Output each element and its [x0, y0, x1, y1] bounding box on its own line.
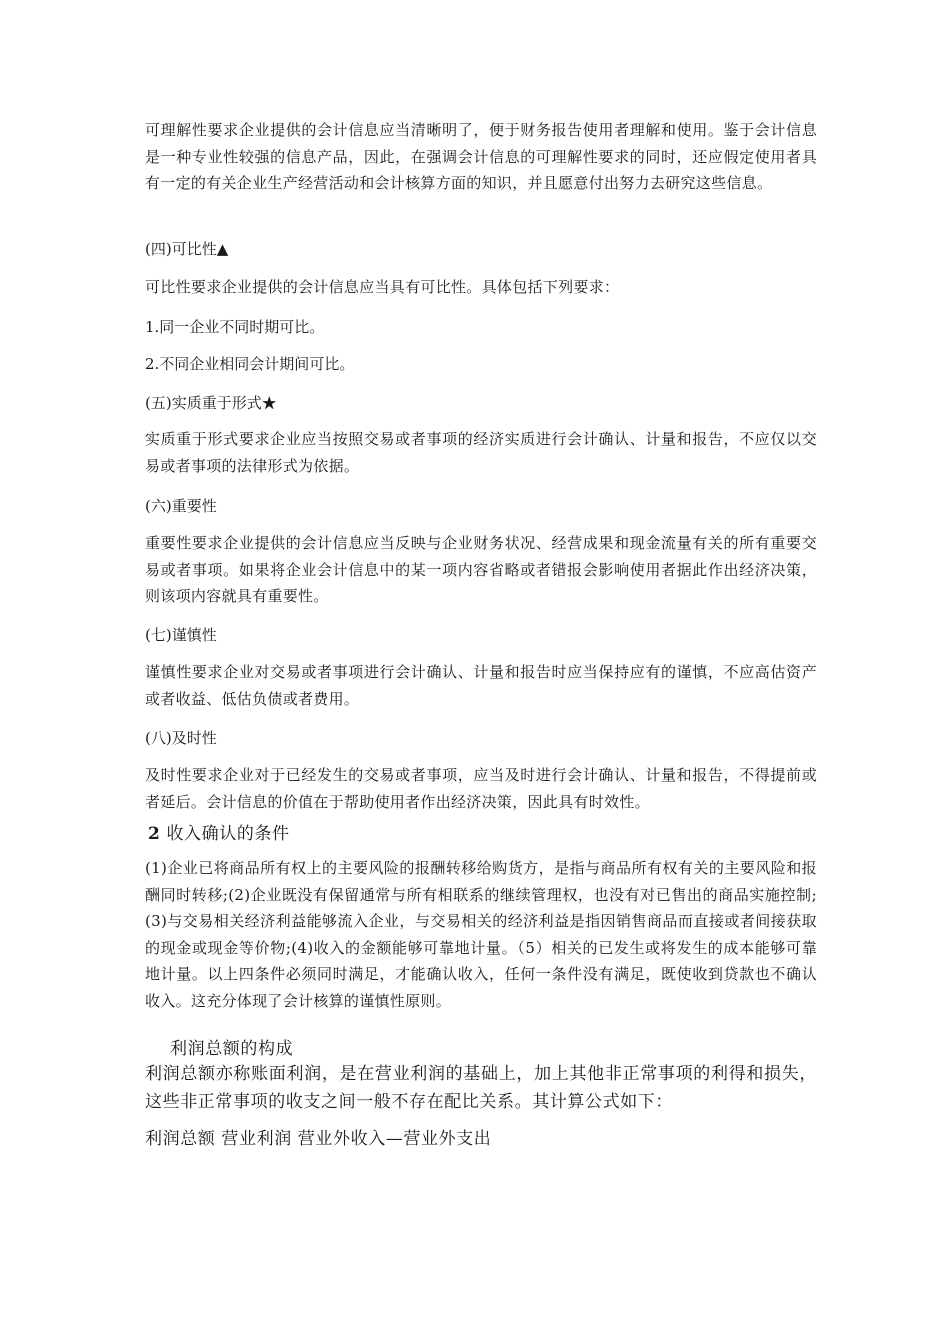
prudence-heading: (七)谨慎性: [145, 626, 217, 644]
revenue-paragraph: (1)企业已将商品所有权上的主要风险的报酬转移给购货方，是指与商品所有权有关的主要风险和报酬同时转移;(2)企业既没有保留通常与所有相联系的继续管理权，也没有对已售出的商品实施控制;(3)与交易相关经济利益能够流入企业，与交易相关的经济利益是指因销售商品而直接或者间接获取的现金或现金等价物;(4)收入的金额能够可靠地计量。（5）相关的已发生或将发生的成本能够可靠地计量。以上四条件必须同时满足，才能确认收入，任何一条件没有满足，既使收到贷款也不确认收入。这充分体现了会计核算的谨慎性原则。: [145, 859, 817, 1010]
materiality-paragraph: 重要性要求企业提供的会计信息应当反映与企业财务状况、经营成果和现金流量有关的所有重要交易或者事项。如果将企业会计信息中的某一项内容省略或者错报会影响使用者据此作出经济决策，则该项内容就具有重要性。: [145, 534, 817, 605]
timeliness-heading: (八)及时性: [145, 729, 217, 747]
substance-paragraph: 实质重于形式要求企业应当按照交易或者事项的经济实质进行会计确认、计量和报告，不应仅以交易或者事项的法律形式为依据。: [145, 430, 817, 475]
revenue-heading-number: 2: [148, 824, 161, 844]
comparability-item-1: 1.同一企业不同时期可比。: [145, 318, 325, 336]
revenue-heading: [148, 822, 820, 846]
profit-paragraph: 利润总额亦称账面利润，是在营业利润的基础上，加上其他非正常事项的利得和损失，这些非正常事项的收支之间一般不存在配比关系。其计算公式如下：: [145, 1064, 817, 1112]
profit-formula: 利润总额 营业利润 营业外收入—营业外支出: [145, 1129, 492, 1149]
comparability-item-2: 2.不同企业相同会计期间可比。: [145, 355, 355, 373]
comparability-heading: (四)可比性▲: [145, 240, 229, 258]
comparability-paragraph: 可比性要求企业提供的会计信息应当具有可比性。具体包括下列要求：: [145, 278, 620, 296]
prudence-paragraph: 谨慎性要求企业对交易或者事项进行会计确认、计量和报告时应当保持应有的谨慎，不应高估资产或者收益、低估负债或者费用。: [145, 663, 817, 708]
profit-heading: 利润总额的构成: [170, 1039, 294, 1059]
substance-heading: (五)实质重于形式★: [145, 394, 277, 412]
revenue-heading-text: 收入确认的条件: [166, 824, 290, 844]
materiality-heading: (六)重要性: [145, 497, 217, 515]
understandability-paragraph: 可理解性要求企业提供的会计信息应当清晰明了，便于财务报告使用者理解和使用。鉴于会计信息是一种专业性较强的信息产品，因此，在强调会计信息的可理解性要求的同时，还应假定使用者具有一定的有关企业生产经营活动和会计核算方面的知识，并且愿意付出努力去研究这些信息。: [145, 121, 817, 192]
timeliness-paragraph: 及时性要求企业对于已经发生的交易或者事项，应当及时进行会计确认、计量和报告，不得提前或者延后。会计信息的价值在于帮助使用者作出经济决策，因此具有时效性。: [145, 766, 817, 811]
